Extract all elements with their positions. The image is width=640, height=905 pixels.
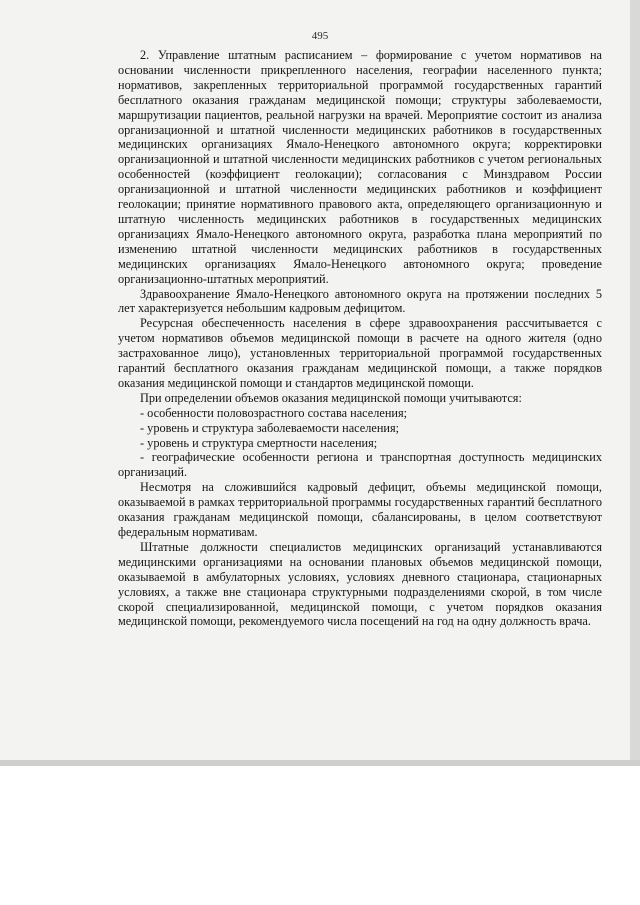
paragraph-staffing-management: 2. Управление штатным расписанием – формирование с учетом нормативов на основании численности прикрепленного населения, географии населенного пункта; нормативов, закрепленных территориальной программой государственных гарантий бесплатного оказания гражданам медицинской помощи; структуры заболеваемости, маршрутизации пациентов, реальной нагрузки на врачей. Мероприятие состоит из анализа организационной и штатной численности медицинских работников в государственных медицинских организациях Ямало-Ненецкого автономного округа; корректировки организационной и штатной численности медицинских работников с учетом региональных особенностей (коэффициент геолокации); согласования с Минздравом России организационной и штатной численности медицинских работников и коэффициент геолокации; принятие нормативного правового акта, определяющего организационную и штатную численность медицинских работников в государственных медицинских организациях Ямало-Ненецкого автономного округа, разработка плана мероприятий по изменению штатной численности медицинских работников в государственных медицинских организациях Ямало-Ненецкого автономного округа; проведение организационно-штатных мероприятий. xyxy=(118,48,602,286)
list-item-mortality: - уровень и структура смертности населения; xyxy=(140,435,378,450)
scan-edge-shadow xyxy=(0,760,640,766)
list-item-age-sex: - особенности половозрастного состава населения; xyxy=(140,405,408,420)
paragraph-resource-provision: Ресурсная обеспеченность населения в сфере здравоохранения рассчитывается с учетом нормативов объемов медицинской помощи в расчете на одного жителя (одно застрахованное лицо), установленных территориальной программой государственных гарантий бесплатного оказания гражданам медицинской помощи, а также порядков оказания медицинской помощи и стандартов медицинской помощи. xyxy=(118,316,602,390)
list-item-morbidity: - уровень и структура заболеваемости населения; xyxy=(140,420,400,435)
document-body xyxy=(118,48,602,629)
paragraph-staff-positions: Штатные должности специалистов медицинских организаций устанавливаются медицинскими организациями на основании плановых объемов медицинской помощи, оказываемой в амбулаторных условиях, условиях дневного стационара, стационарных условиях, а также вне стационара структурными подразделениями скорой, в том числе скорой специализированной, медицинской помощи, с учетом порядков оказания медицинской помощи, рекомендуемого числа посещений на год на одну должность врача. xyxy=(118,539,602,629)
list-item-geography: - географические особенности региона и транспортная доступность медицинских организаций. xyxy=(118,450,602,480)
paragraph-balanced-volumes: Несмотря на сложившийся кадровый дефицит, объемы медицинской помощи, оказываемой в рамках территориальной программы государственных гарантий бесплатного оказания гражданам медицинской помощи, сбалансированы, в целом соответствуют федеральным нормативам. xyxy=(118,480,602,539)
page-number: 495 xyxy=(311,30,329,42)
paragraph-staff-deficit: Здравоохранение Ямало-Ненецкого автономного округа на протяжении последних 5 лет характеризуется небольшим кадровым дефицитом. xyxy=(118,286,602,316)
paragraph-volume-factors-intro: При определении объемов оказания медицинской помощи учитываются: xyxy=(140,390,522,405)
